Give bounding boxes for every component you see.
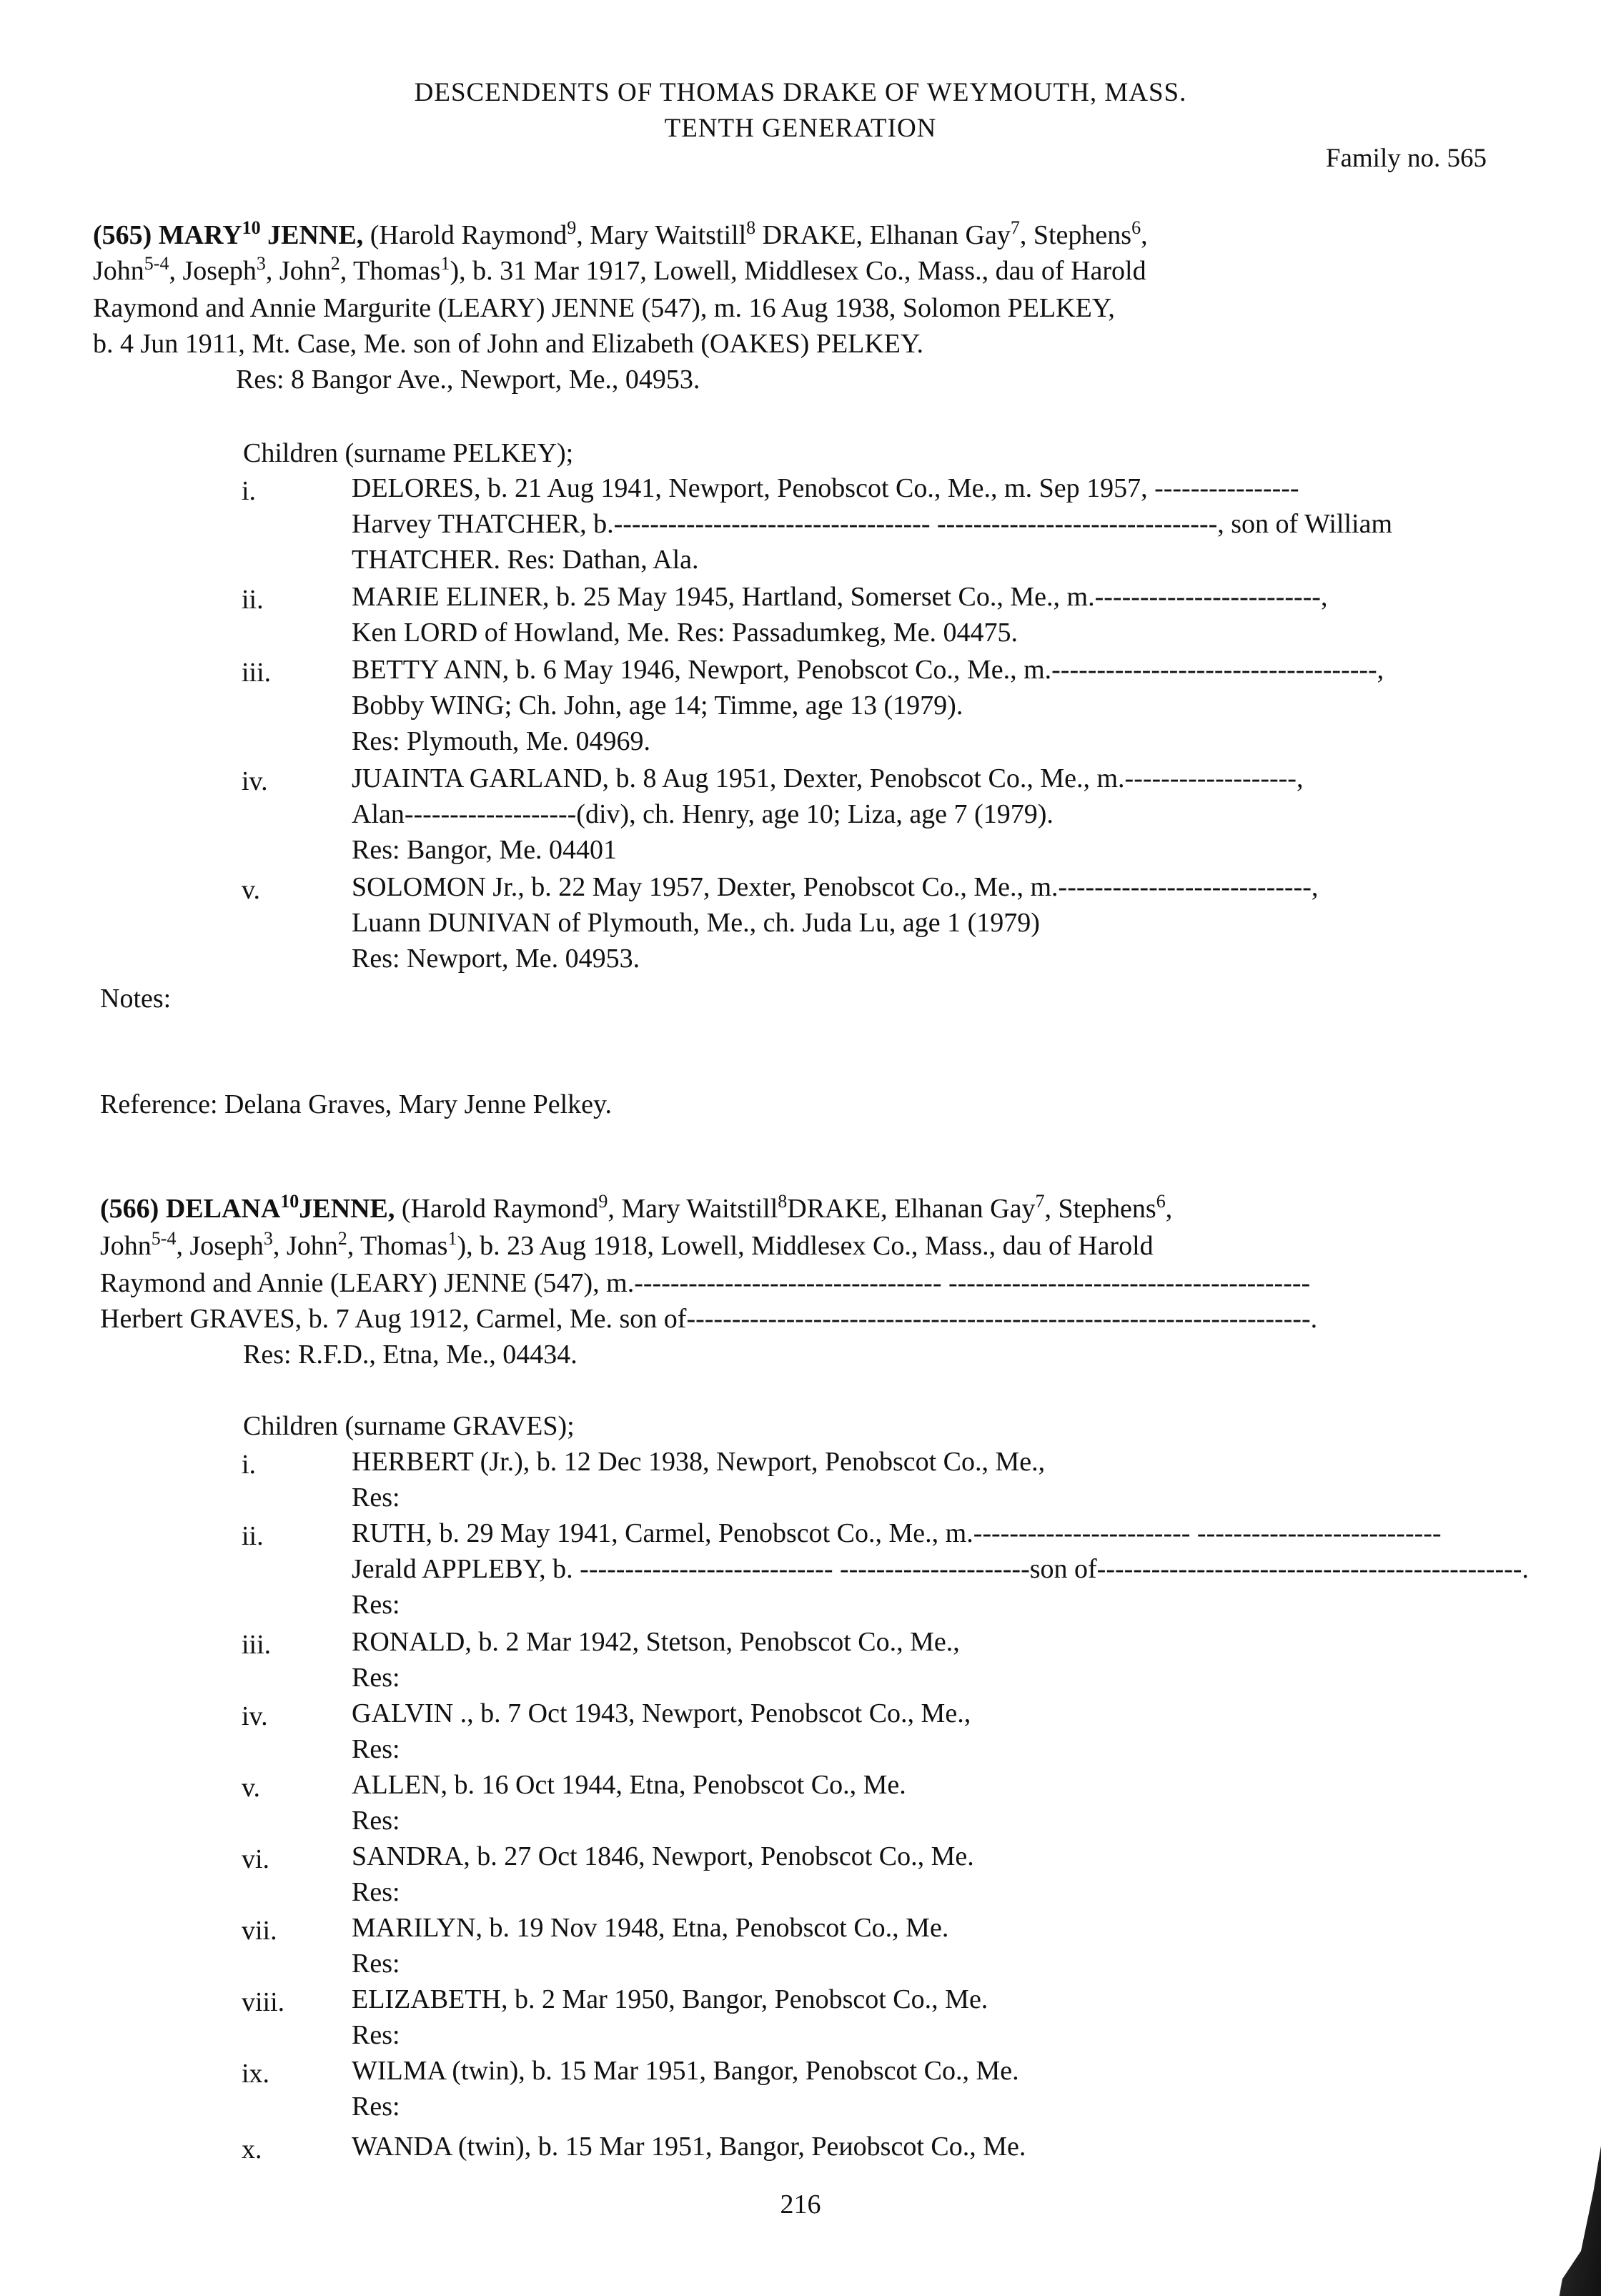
entry-565-line-3: Raymond and Annie Margurite (LEARY) JENNE (547), m. 16 Aug 1938, Solomon PELKEY, <box>93 293 1115 323</box>
child-line: SOLOMON Jr., b. 22 May 1957, Dexter, Penobscot Co., Me., m.----------------------------, <box>352 872 1319 902</box>
child-line: Alan-------------------(div), ch. Henry, age 10; Liza, age 7 (1979). <box>352 799 1054 829</box>
child-number: iv. <box>242 1701 268 1731</box>
child-number: ii. <box>242 585 264 615</box>
entry-565-line-4: b. 4 Jun 1911, Mt. Case, Me. son of John and Elizabeth (OAKES) PELKEY. <box>93 329 924 359</box>
entry-566-line-1: (566) DELANA$^{10}$JENNE, (Harold Raymond$^9$, Mary Waitstill$^8$DRAKE, Elhanan Gay$^7$, Stephens$^6$, <box>100 1191 1173 1224</box>
child-line: GALVIN ., b. 7 Oct 1943, Newport, Penobscot Co., Me., <box>352 1698 971 1728</box>
child-number: v. <box>242 875 261 905</box>
child-line: Res: <box>352 1806 400 1836</box>
child-number: ii. <box>242 1521 264 1551</box>
family-number: Family no. 565 <box>1325 144 1487 173</box>
child-number: iii. <box>242 1630 272 1660</box>
entry-565-residence: Res: 8 Bangor Ave., Newport, Me., 04953. <box>236 365 700 395</box>
child-number: i. <box>242 1450 257 1480</box>
entry-566-line-4: Herbert GRAVES, b. 7 Aug 1912, Carmel, Me. son of---------------------------------------------------------------------. <box>100 1304 1318 1334</box>
child-number: i. <box>242 476 257 506</box>
child-line: WILMA (twin), b. 15 Mar 1951, Bangor, Penobscot Co., Me. <box>352 2056 1019 2086</box>
child-number: v. <box>242 1773 261 1803</box>
child-number: vii. <box>242 1916 277 1946</box>
child-line: RUTH, b. 29 May 1941, Carmel, Penobscot Co., Me., m.------------------------ --------------------------- <box>352 1518 1442 1548</box>
entry-565-line-1: (565) MARY$^{10}$ JENNE, (Harold Raymond$^9$, Mary Waitstill$^8$ DRAKE, Elhanan Gay$^7$, Stephens$^6$, <box>93 217 1148 250</box>
child-line: Res: Newport, Me. 04953. <box>352 944 640 974</box>
entry-566-line-2: John$^{5-4}$, Joseph$^3$, John$^2$, Thomas$^1$), b. 23 Aug 1918, Lowell, Middlesex Co., Mass., dau of Harold <box>100 1228 1154 1261</box>
child-number: iv. <box>242 766 268 796</box>
child-line: RONALD, b. 2 Mar 1942, Stetson, Penobscot Co., Me., <box>352 1627 960 1657</box>
child-line: Res: Plymouth, Me. 04969. <box>352 726 651 756</box>
child-line: Res: <box>352 1663 400 1693</box>
page-title: DESCENDENTS OF THOMAS DRAKE OF WEYMOUTH, MASS. <box>414 78 1187 107</box>
child-line: BETTY ANN, b. 6 May 1946, Newport, Penobscot Co., Me., m.------------------------------------, <box>352 655 1384 685</box>
entry-566-residence: Res: R.F.D., Etna, Me., 04434. <box>243 1340 578 1370</box>
child-line: ALLEN, b. 16 Oct 1944, Etna, Penobscot Co., Me. <box>352 1770 906 1800</box>
entry-566-id: (566) <box>100 1194 159 1224</box>
child-line: Ken LORD of Howland, Me. Res: Passadumkeg, Me. 04475. <box>352 618 1018 648</box>
child-line: JUAINTA GARLAND, b. 8 Aug 1951, Dexter, Penobscot Co., Me., m.-------------------, <box>352 763 1304 793</box>
child-line: Res: Bangor, Me. 04401 <box>352 835 618 865</box>
child-line: MARILYN, b. 19 Nov 1948, Etna, Penobscot Co., Me. <box>352 1913 949 1943</box>
entry-566-line-3: Raymond and Annie (LEARY) JENNE (547), m.---------------------------------- ---------------------------------------- <box>100 1268 1311 1298</box>
page-edge-shadow <box>1551 2146 1601 2296</box>
child-line: THATCHER. Res: Dathan, Ala. <box>352 545 699 575</box>
child-line: Res: <box>352 1949 400 1979</box>
child-line: Jerald APPLEBY, b. ---------------------------- ---------------------son of-----------------------------------------------. <box>352 1554 1529 1584</box>
child-line: Harvey THATCHER, b.----------------------------------- -------------------------------, son of William <box>352 509 1393 539</box>
child-line: Res: <box>352 1877 400 1907</box>
child-line: ELIZABETH, b. 2 Mar 1950, Bangor, Penobscot Co., Me. <box>352 1984 988 2014</box>
entry-565-children-heading: Children (surname PELKEY); <box>243 438 574 468</box>
entry-566-name: DELANA$^{10}$JENNE, <box>165 1191 395 1224</box>
child-line: DELORES, b. 21 Aug 1941, Newport, Penobscot Co., Me., m. Sep 1957, ---------------- <box>352 473 1299 503</box>
child-line: MARIE ELINER, b. 25 May 1945, Hartland, Somerset Co., Me., m.-------------------------, <box>352 582 1328 612</box>
child-line: Res: <box>352 1734 400 1764</box>
reference-line: Reference: Delana Graves, Mary Jenne Pelkey. <box>100 1089 613 1119</box>
child-number: iii. <box>242 658 272 688</box>
child-number: ix. <box>242 2059 270 2089</box>
child-line: WANDA (twin), b. 15 Mar 1951, Bangor, Peиobscot Co., Me. <box>352 2132 1026 2162</box>
child-number: x. <box>242 2134 262 2164</box>
child-line: SANDRA, b. 27 Oct 1846, Newport, Penobscot Co., Me. <box>352 1841 974 1871</box>
child-line: Bobby WING; Ch. John, age 14; Timme, age 13 (1979). <box>352 691 963 721</box>
child-number: viii. <box>242 1987 285 2017</box>
page-subtitle: TENTH GENERATION <box>664 114 937 143</box>
entry-565-name: MARY$^{10}$ JENNE, <box>158 217 364 250</box>
child-line: Res: <box>352 1590 400 1620</box>
child-line: Res: <box>352 2020 400 2050</box>
entry-565-id: (565) <box>93 220 152 250</box>
child-line: Res: <box>352 2092 400 2122</box>
child-line: Res: <box>352 1483 400 1513</box>
notes-label: Notes: <box>100 984 172 1014</box>
child-line: HERBERT (Jr.), b. 12 Dec 1938, Newport, Penobscot Co., Me., <box>352 1447 1046 1477</box>
entry-566-children-heading: Children (surname GRAVES); <box>243 1411 575 1441</box>
entry-565-line-2: John$^{5-4}$, Joseph$^3$, John$^2$, Thomas$^1$), b. 31 Mar 1917, Lowell, Middlesex Co., Mass., dau of Harold <box>93 253 1146 286</box>
child-number: vi. <box>242 1844 270 1874</box>
page-number: 216 <box>780 2189 821 2220</box>
child-line: Luann DUNIVAN of Plymouth, Me., ch. Juda Lu, age 1 (1979) <box>352 908 1040 938</box>
